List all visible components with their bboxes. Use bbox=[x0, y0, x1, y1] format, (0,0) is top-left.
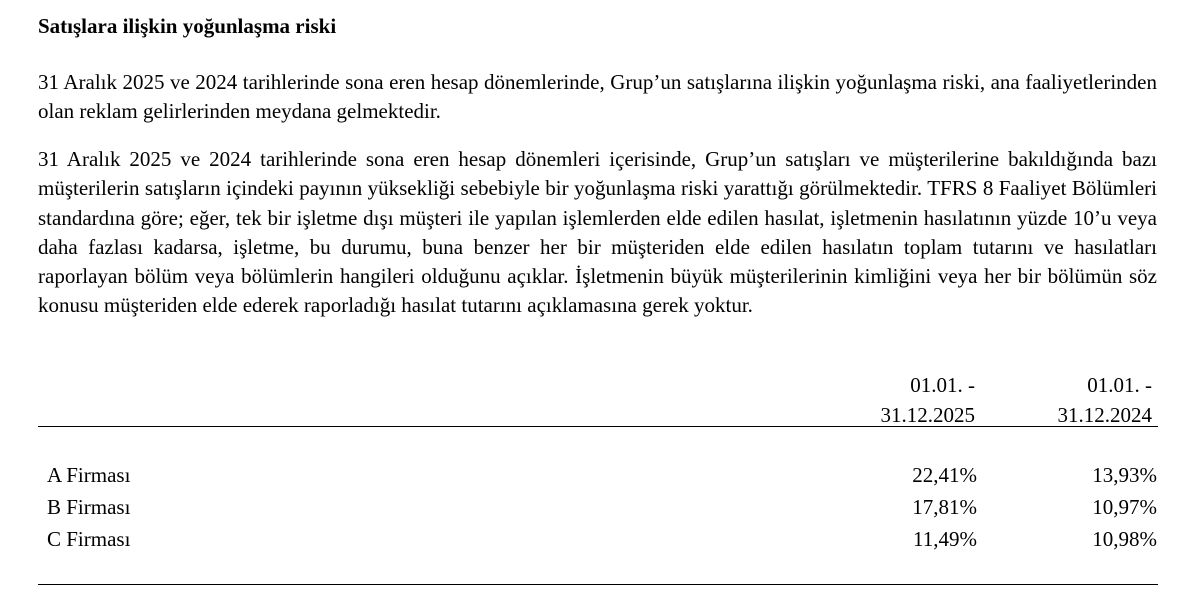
paragraph-1: 31 Aralık 2025 ve 2024 tarihlerinde sona eren hesap dönemlerinde, Grup’un satışlarına ilişkin yoğunlaşma riski, ana faaliyetlerinden olan reklam gelirlerinden meydana gelmektedir. bbox=[38, 70, 1157, 124]
table-top-rule bbox=[38, 426, 1158, 427]
row-firm-name: A Firması bbox=[47, 463, 131, 487]
table-row bbox=[0, 491, 1199, 523]
row-value-2024: 10,97% bbox=[1092, 495, 1157, 519]
column-header-2024-line2: 31.12.2024 bbox=[1057, 403, 1152, 427]
row-value-2024: 10,98% bbox=[1092, 527, 1157, 551]
column-header-2024 bbox=[992, 370, 1152, 430]
row-value-2024: 13,93% bbox=[1092, 463, 1157, 487]
column-header-2025 bbox=[815, 370, 975, 430]
column-header-2024-line1: 01.01. - bbox=[1087, 373, 1152, 397]
row-value-2025: 11,49% bbox=[913, 527, 977, 551]
column-header-2025-line2: 31.12.2025 bbox=[880, 403, 975, 427]
table-row bbox=[0, 523, 1199, 555]
row-firm-name: C Firması bbox=[47, 527, 131, 551]
row-value-2025: 17,81% bbox=[912, 495, 977, 519]
row-firm-name: B Firması bbox=[47, 495, 131, 519]
column-header-2025-line1: 01.01. - bbox=[910, 373, 975, 397]
table-bottom-rule bbox=[38, 584, 1158, 585]
section-heading: Satışlara ilişkin yoğunlaşma riski bbox=[38, 14, 337, 38]
row-value-2025: 22,41% bbox=[912, 463, 977, 487]
paragraph-2: 31 Aralık 2025 ve 2024 tarihlerinde sona eren hesap dönemleri içerisinde, Grup’un satışları ve müşterilerine bakıldığında bazı müşterilerin satışların içindeki payının yüksekliği sebebiyle bir yoğunlaşma riski yarattığı görülmektedir. TFRS 8 Faaliyet Bölümleri standardına göre; eğer, tek bir işletme dışı müşteri ile yapılan işlemlerden elde edilen hasılat, işletmenin hasılatının yüzde 10’u veya daha fazlası kadarsa, işletme, bu durumu, buna benzer her bir müşteriden elde edilen hasılatın toplam tutarını ve hasılatları raporlayan bölüm veya bölümlerin hangileri olduğunu açıklar. İşletmenin büyük müşterilerinin kimliğini veya her bir bölümün söz konusu müşteriden elde ederek raporladığı hasılat tutarını açıklamasına gerek yoktur. bbox=[38, 147, 1157, 318]
table-row bbox=[0, 459, 1199, 491]
